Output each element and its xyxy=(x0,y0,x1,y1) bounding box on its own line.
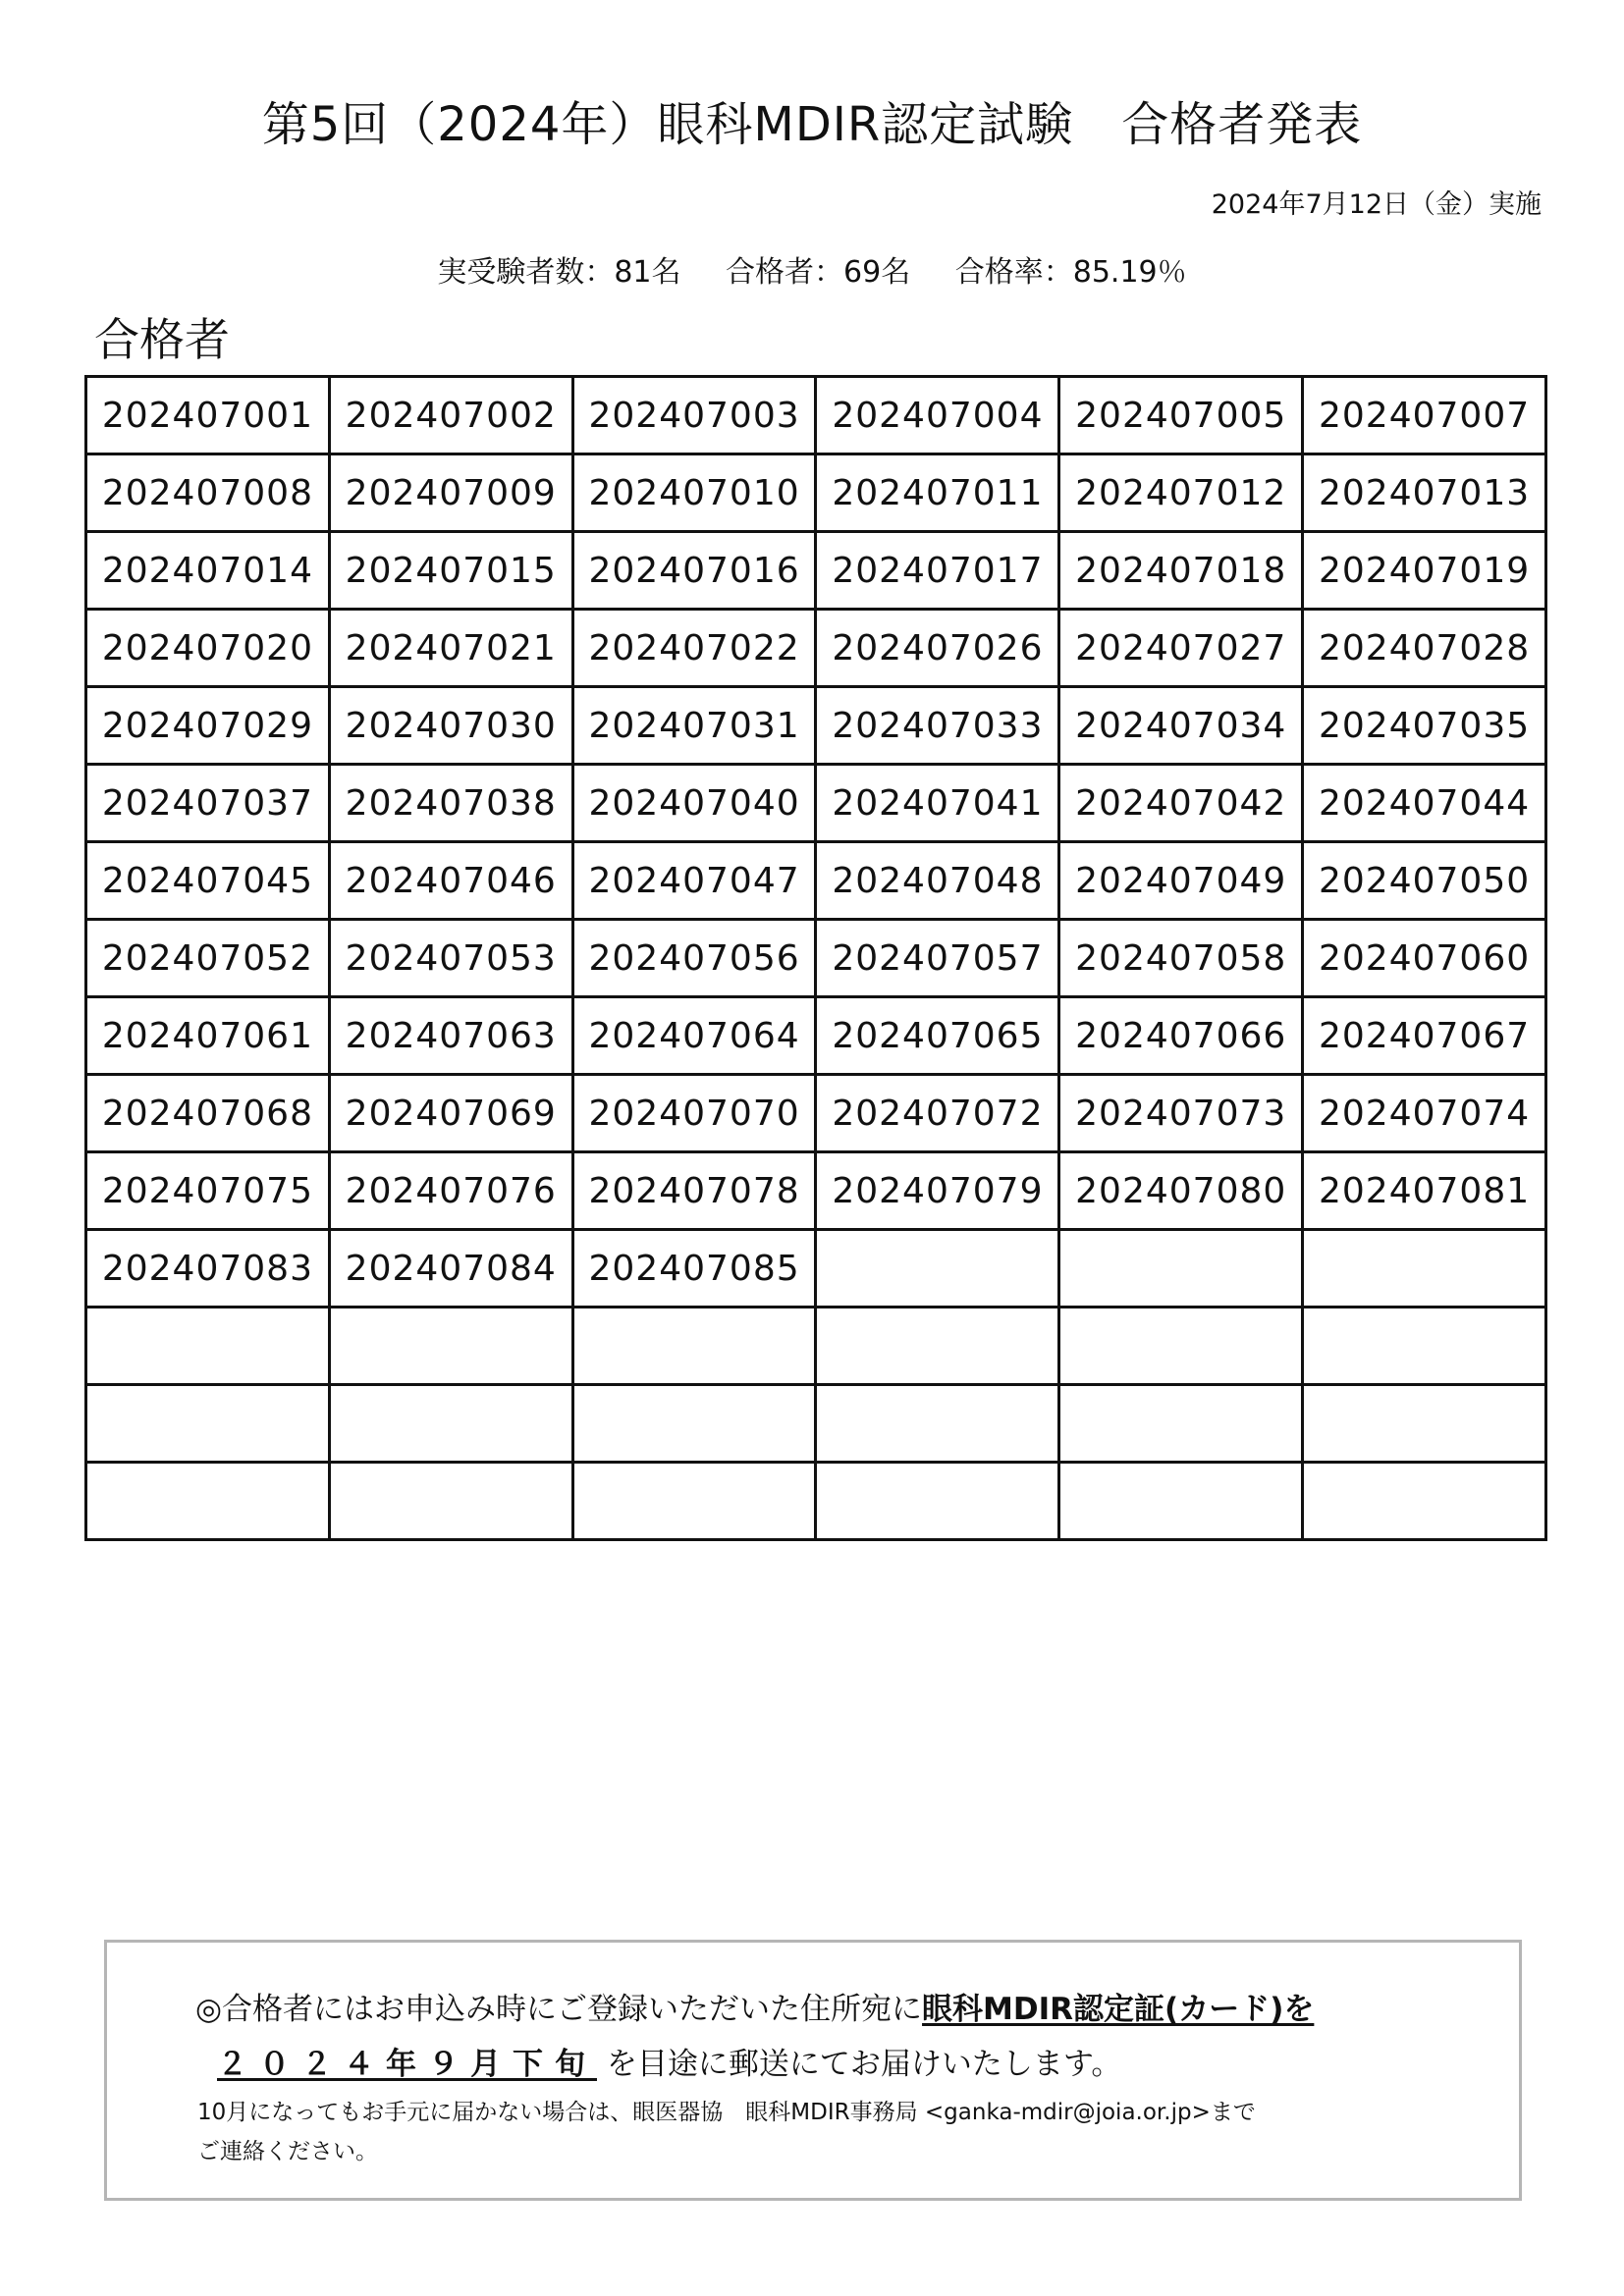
passer-number-cell: 202407015 xyxy=(329,532,572,610)
notice-line-2 xyxy=(217,2039,1121,2083)
passers-table xyxy=(84,375,1547,1541)
passer-number-cell: 202407026 xyxy=(816,610,1059,687)
table-row xyxy=(86,1075,1546,1152)
passer-number-cell: 202407014 xyxy=(86,532,330,610)
table-row xyxy=(86,532,1546,610)
table-row xyxy=(86,1463,1546,1540)
page-title: 第5回（2024年）眼科MDIR認定試験 合格者発表 xyxy=(261,97,1363,152)
table-row xyxy=(86,920,1546,997)
empty-cell xyxy=(1059,1385,1303,1463)
passer-number-cell: 202407011 xyxy=(816,454,1059,532)
empty-cell xyxy=(86,1463,330,1540)
passer-number-cell: 202407002 xyxy=(329,377,572,454)
passer-number-cell: 202407044 xyxy=(1303,765,1546,842)
passer-number-cell: 202407034 xyxy=(1059,687,1303,765)
passer-number-cell: 202407008 xyxy=(86,454,330,532)
passer-number-cell: 202407073 xyxy=(1059,1075,1303,1152)
empty-cell xyxy=(1059,1308,1303,1385)
empty-cell xyxy=(1059,1463,1303,1540)
empty-cell xyxy=(1303,1230,1546,1308)
passer-number-cell: 202407005 xyxy=(1059,377,1303,454)
empty-cell xyxy=(816,1308,1059,1385)
passer-number-cell: 202407041 xyxy=(816,765,1059,842)
passer-number-cell: 202407081 xyxy=(1303,1152,1546,1230)
passers-table-body xyxy=(86,377,1546,1540)
passer-number-cell: 202407012 xyxy=(1059,454,1303,532)
passer-number-cell: 202407084 xyxy=(329,1230,572,1308)
table-row xyxy=(86,454,1546,532)
table-row xyxy=(86,842,1546,920)
passer-number-cell: 202407067 xyxy=(1303,997,1546,1075)
passer-number-cell: 202407048 xyxy=(816,842,1059,920)
passer-number-cell: 202407045 xyxy=(86,842,330,920)
table-row xyxy=(86,1308,1546,1385)
passer-number-cell: 202407038 xyxy=(329,765,572,842)
passer-number-cell: 202407049 xyxy=(1059,842,1303,920)
passer-number-cell: 202407053 xyxy=(329,920,572,997)
table-row xyxy=(86,765,1546,842)
passer-number-cell: 202407003 xyxy=(572,377,816,454)
empty-cell xyxy=(572,1385,816,1463)
passer-number-cell: 202407070 xyxy=(572,1075,816,1152)
passer-number-cell: 202407037 xyxy=(86,765,330,842)
passer-number-cell: 202407056 xyxy=(572,920,816,997)
passer-number-cell: 202407040 xyxy=(572,765,816,842)
table-row xyxy=(86,1230,1546,1308)
passer-number-cell: 202407064 xyxy=(572,997,816,1075)
passer-number-cell: 202407022 xyxy=(572,610,816,687)
passer-number-cell: 202407080 xyxy=(1059,1152,1303,1230)
passer-number-cell: 202407033 xyxy=(816,687,1059,765)
passer-number-cell: 202407047 xyxy=(572,842,816,920)
passer-number-cell: 202407060 xyxy=(1303,920,1546,997)
table-row xyxy=(86,997,1546,1075)
passer-number-cell: 202407050 xyxy=(1303,842,1546,920)
passer-number-cell: 202407018 xyxy=(1059,532,1303,610)
passer-number-cell: 202407074 xyxy=(1303,1075,1546,1152)
passer-number-cell: 202407079 xyxy=(816,1152,1059,1230)
passer-number-cell: 202407078 xyxy=(572,1152,816,1230)
passer-number-cell: 202407063 xyxy=(329,997,572,1075)
exam-statistics: 実受験者数：81名 合格者：69名 合格率：85.19％ xyxy=(437,255,1187,290)
empty-cell xyxy=(86,1385,330,1463)
notice-line-2-text: を目途に郵送にてお届けいたします。 xyxy=(606,2047,1122,2082)
empty-cell xyxy=(1059,1230,1303,1308)
passer-number-cell: 202407019 xyxy=(1303,532,1546,610)
passer-number-cell: 202407065 xyxy=(816,997,1059,1075)
empty-cell xyxy=(816,1385,1059,1463)
empty-cell xyxy=(329,1308,572,1385)
table-row xyxy=(86,687,1546,765)
passer-number-cell: 202407057 xyxy=(816,920,1059,997)
passer-number-cell: 202407069 xyxy=(329,1075,572,1152)
delivery-period-emphasis: ２０２４年９月下旬 xyxy=(217,2047,597,2082)
table-row xyxy=(86,610,1546,687)
passer-number-cell: 202407030 xyxy=(329,687,572,765)
empty-cell xyxy=(329,1463,572,1540)
passer-number-cell: 202407068 xyxy=(86,1075,330,1152)
passer-number-cell: 202407001 xyxy=(86,377,330,454)
passer-number-cell: 202407029 xyxy=(86,687,330,765)
passer-number-cell: 202407072 xyxy=(816,1075,1059,1152)
passer-number-cell: 202407013 xyxy=(1303,454,1546,532)
passer-number-cell: 202407020 xyxy=(86,610,330,687)
empty-cell xyxy=(329,1385,572,1463)
passer-number-cell: 202407035 xyxy=(1303,687,1546,765)
empty-cell xyxy=(572,1308,816,1385)
passer-number-cell: 202407010 xyxy=(572,454,816,532)
passer-number-cell: 202407017 xyxy=(816,532,1059,610)
table-row xyxy=(86,1152,1546,1230)
passer-number-cell: 202407046 xyxy=(329,842,572,920)
passer-number-cell: 202407066 xyxy=(1059,997,1303,1075)
empty-cell xyxy=(816,1463,1059,1540)
passer-number-cell: 202407004 xyxy=(816,377,1059,454)
passer-number-cell: 202407016 xyxy=(572,532,816,610)
empty-cell xyxy=(572,1463,816,1540)
passer-number-cell: 202407083 xyxy=(86,1230,330,1308)
passer-number-cell: 202407027 xyxy=(1059,610,1303,687)
empty-cell xyxy=(1303,1308,1546,1385)
empty-cell xyxy=(816,1230,1059,1308)
empty-cell xyxy=(1303,1385,1546,1463)
table-row xyxy=(86,377,1546,454)
passer-number-cell: 202407009 xyxy=(329,454,572,532)
passer-number-cell: 202407076 xyxy=(329,1152,572,1230)
passer-number-cell: 202407042 xyxy=(1059,765,1303,842)
passer-number-cell: 202407052 xyxy=(86,920,330,997)
notice-line-1 xyxy=(195,1984,1314,2028)
contact-note-continued: ご連絡ください。 xyxy=(197,2139,378,2164)
exam-date: 2024年7月12日（金）実施 xyxy=(1211,189,1542,220)
empty-cell xyxy=(1303,1463,1546,1540)
notice-box xyxy=(104,1940,1522,2201)
passer-number-cell: 202407075 xyxy=(86,1152,330,1230)
certificate-card-emphasis: 眼科MDIR認定証(カード)を xyxy=(922,1992,1315,2027)
passer-number-cell: 202407007 xyxy=(1303,377,1546,454)
passer-number-cell: 202407021 xyxy=(329,610,572,687)
passer-number-cell: 202407028 xyxy=(1303,610,1546,687)
section-heading-passers: 合格者 xyxy=(94,313,230,366)
contact-note: 10月になってもお手元に届かない場合は、眼医器協 眼科MDIR事務局 <ganka-mdir@joia.or.jp>まで xyxy=(197,2100,1256,2125)
passer-number-cell: 202407031 xyxy=(572,687,816,765)
notice-line-1-text: ◎合格者にはお申込み時にご登録いただいた住所宛に xyxy=(195,1992,923,2027)
passer-number-cell: 202407061 xyxy=(86,997,330,1075)
empty-cell xyxy=(86,1308,330,1385)
table-row xyxy=(86,1385,1546,1463)
passer-number-cell: 202407058 xyxy=(1059,920,1303,997)
passer-number-cell: 202407085 xyxy=(572,1230,816,1308)
